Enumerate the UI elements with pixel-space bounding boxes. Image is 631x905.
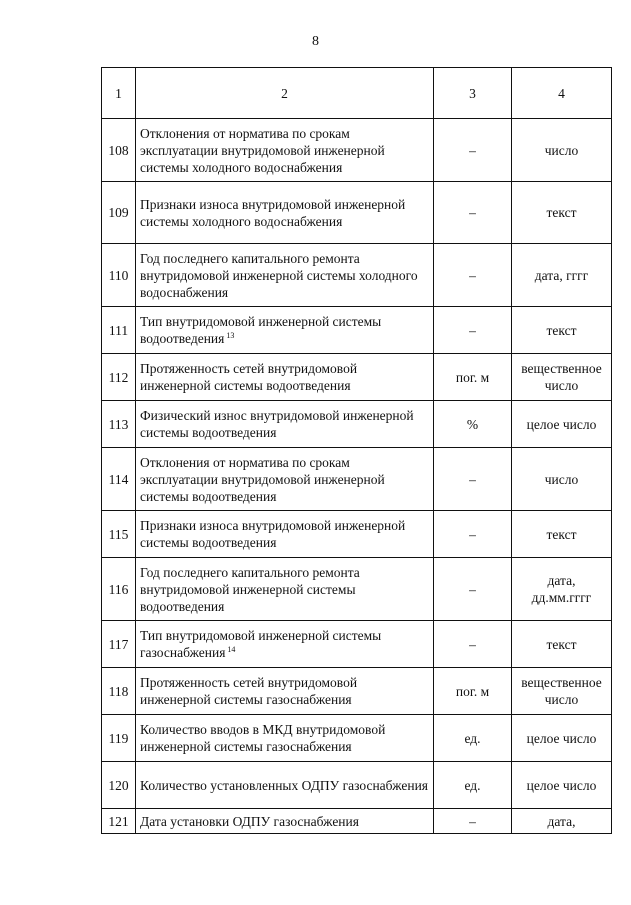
row-name [136, 244, 434, 307]
table-row [102, 354, 612, 401]
row-type-text: дата, дд.мм.гггг [531, 573, 592, 605]
row-unit-text: ед. [464, 730, 481, 746]
row-name [136, 558, 434, 621]
row-name [136, 119, 434, 182]
header-cell-3: 3 [434, 68, 512, 119]
row-name [136, 354, 434, 401]
row-number-text: 109 [108, 205, 129, 220]
row-type-text: дата, гггг [534, 267, 589, 283]
row-name [136, 401, 434, 448]
row-number [102, 182, 136, 244]
table-row [102, 621, 612, 668]
row-number-text: 118 [108, 683, 129, 699]
row-unit [434, 715, 512, 762]
page-number: 8 [312, 34, 319, 49]
row-type [512, 668, 612, 715]
row-name-text: Физический износ внутридомовой инженерной системы водоотведения [140, 408, 414, 440]
row-unit-text: пог. м [455, 683, 490, 699]
row-number [102, 715, 136, 762]
row-number [102, 401, 136, 448]
row-unit-text: – [469, 471, 476, 487]
row-unit [434, 354, 512, 401]
table-row [102, 401, 612, 448]
table-row [102, 119, 612, 182]
table-header-row [102, 68, 612, 119]
row-unit-text: – [469, 581, 476, 597]
row-unit [434, 119, 512, 182]
table-row [102, 448, 612, 511]
row-number-text: 120 [108, 777, 129, 793]
row-type [512, 809, 612, 834]
row-name-text: Отклонения от норматива по срокам эксплуатации внутридомовой инженерной системы водоотведения [140, 454, 385, 504]
row-name-text: Дата установки ОДПУ газоснабжения [140, 813, 359, 829]
row-unit-text: – [469, 813, 476, 829]
row-unit-text: – [469, 205, 476, 220]
row-type-text: текст [546, 636, 577, 652]
row-name [136, 621, 434, 668]
row-number-text: 121 [108, 813, 129, 829]
row-number-text: 119 [108, 730, 129, 746]
row-name-text: Протяженность сетей внутридомовой инженерной системы газоснабжения [140, 675, 358, 707]
row-unit-text: – [469, 267, 476, 283]
row-name-text: Тип внутридомовой инженерной системы газоснабжения [140, 628, 382, 660]
row-name [136, 809, 434, 834]
row-name-text: Отклонения от норматива по срокам эксплуатации внутридомовой инженерной системы холодного водоснабжения [140, 125, 385, 175]
row-name [136, 762, 434, 809]
row-name [136, 448, 434, 511]
table-row [102, 715, 612, 762]
row-name [136, 511, 434, 558]
row-number [102, 307, 136, 354]
row-number-text: 113 [108, 416, 129, 432]
row-type-text: число [544, 142, 579, 158]
footnote-marker: 14 [227, 645, 236, 654]
table-row [102, 511, 612, 558]
row-type [512, 119, 612, 182]
row-number [102, 621, 136, 668]
row-type [512, 715, 612, 762]
row-number [102, 119, 136, 182]
row-name-text: Количество вводов в МКД внутридомовой инженерной системы газоснабжения [140, 722, 386, 754]
row-unit [434, 668, 512, 715]
row-unit [434, 182, 512, 244]
row-type-text: целое число [526, 730, 597, 746]
footnote-marker: 13 [226, 331, 235, 340]
row-type-text: вещественное число [521, 361, 602, 393]
row-type [512, 182, 612, 244]
row-name-text: Признаки износа внутридомовой инженерной системы холодного водоснабжения [140, 196, 406, 229]
row-unit-text: – [469, 636, 476, 652]
table-row [102, 307, 612, 354]
row-unit-text: – [469, 142, 476, 158]
row-name-text: Количество установленных ОДПУ газоснабжения [140, 777, 429, 793]
row-unit [434, 558, 512, 621]
table-row [102, 244, 612, 307]
row-unit [434, 762, 512, 809]
row-number [102, 809, 136, 834]
row-number [102, 558, 136, 621]
row-number-text: 115 [108, 526, 129, 542]
table-row [102, 668, 612, 715]
row-type [512, 401, 612, 448]
row-number [102, 762, 136, 809]
row-unit [434, 621, 512, 668]
header-cell-4: 4 [512, 68, 612, 119]
row-type-text: дата, [547, 813, 576, 829]
row-type [512, 621, 612, 668]
row-name-text: Протяженность сетей внутридомовой инженерной системы водоотведения [140, 361, 358, 393]
row-name-text: Тип внутридомовой инженерной системы водоотведения [140, 314, 382, 346]
row-type [512, 448, 612, 511]
row-number [102, 244, 136, 307]
row-type [512, 511, 612, 558]
row-unit [434, 401, 512, 448]
row-unit-text: % [466, 416, 479, 432]
row-number-text: 108 [108, 142, 129, 158]
row-number [102, 354, 136, 401]
data-table [101, 67, 612, 834]
row-type [512, 307, 612, 354]
row-unit [434, 307, 512, 354]
row-unit-text: – [469, 526, 476, 542]
row-name-text: Год последнего капитального ремонта внутридомовой инженерной системы холодного водоснабжения [140, 250, 418, 300]
row-number-text: 116 [108, 581, 129, 597]
row-type-text: текст [546, 526, 577, 542]
row-number [102, 511, 136, 558]
row-number-text: 110 [108, 267, 129, 283]
header-cell-2: 2 [136, 68, 434, 119]
row-number-text: 112 [108, 369, 129, 385]
row-type-text: текст [546, 205, 577, 220]
row-type-text: текст [546, 322, 577, 338]
row-unit [434, 244, 512, 307]
row-number-text: 117 [108, 636, 129, 652]
table-row [102, 558, 612, 621]
row-type-text: вещественное число [521, 675, 602, 707]
row-name-text: Год последнего капитального ремонта внутридомовой инженерной системы водоотведения [140, 564, 360, 614]
row-type-text: целое число [526, 777, 597, 793]
row-unit-text: – [469, 322, 476, 338]
row-type [512, 244, 612, 307]
row-unit [434, 809, 512, 834]
row-unit-text: ед. [464, 777, 481, 793]
row-name [136, 307, 434, 354]
table-row [102, 809, 612, 834]
row-unit-text: пог. м [455, 369, 490, 385]
table-row [102, 762, 612, 809]
row-name-text: Признаки износа внутридомовой инженерной системы водоотведения [140, 518, 406, 550]
row-name [136, 668, 434, 715]
row-type [512, 354, 612, 401]
row-number [102, 668, 136, 715]
table-row [102, 182, 612, 244]
row-number [102, 448, 136, 511]
row-number-text: 111 [108, 322, 129, 338]
row-unit [434, 511, 512, 558]
row-name [136, 715, 434, 762]
row-unit [434, 448, 512, 511]
header-cell-1: 1 [102, 68, 136, 119]
row-number-text: 114 [108, 471, 129, 487]
row-name [136, 182, 434, 244]
row-type [512, 762, 612, 809]
row-type-text: число [544, 471, 579, 487]
row-type-text: целое число [526, 416, 597, 432]
row-type [512, 558, 612, 621]
